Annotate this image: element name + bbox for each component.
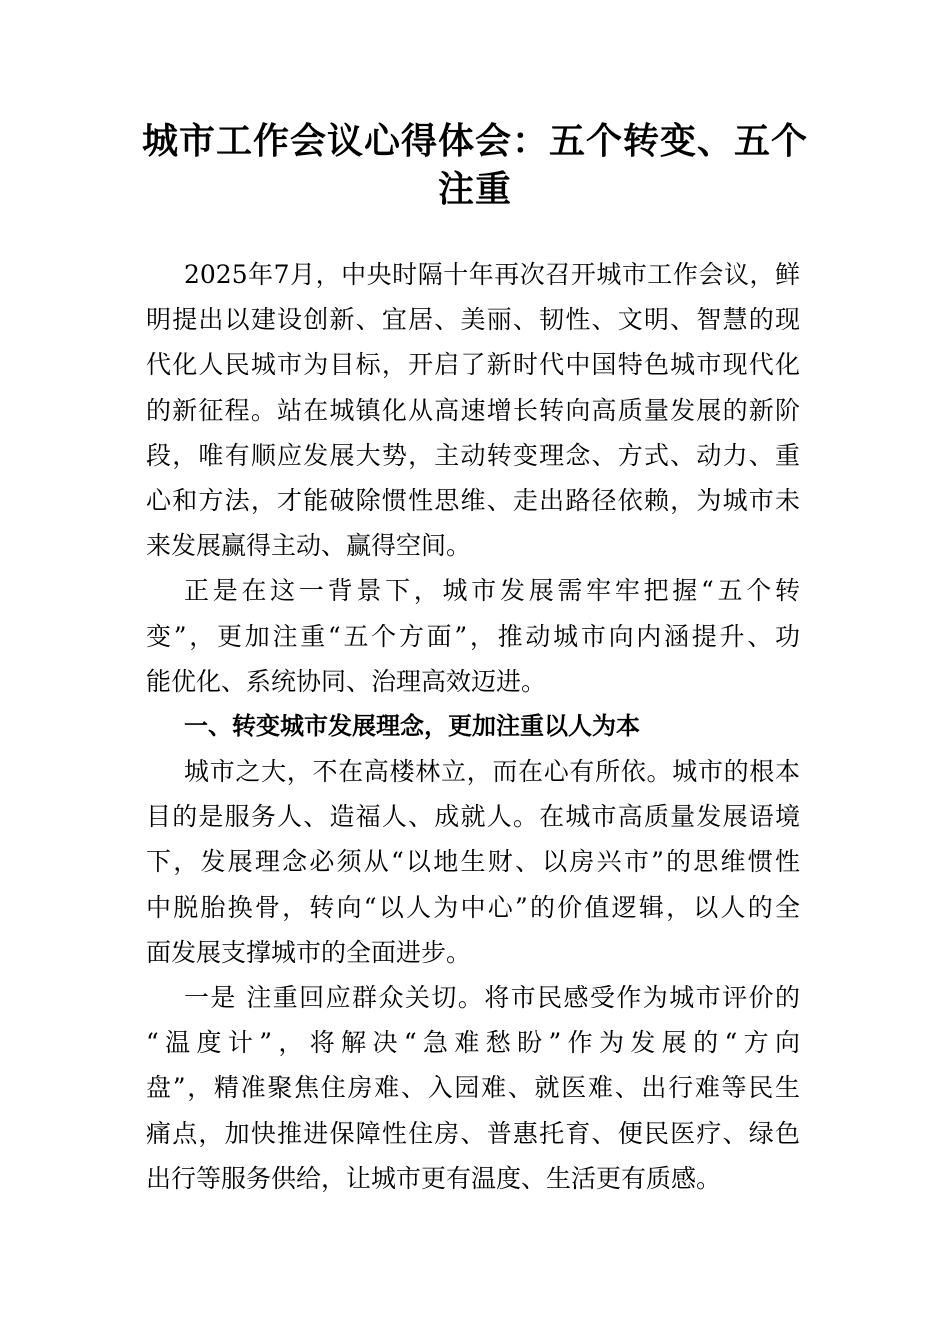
paragraph-line: 的新征程。站在城镇化从高速增长转向高质量发展的新阶	[146, 395, 800, 425]
paragraph-line: 心和方法，才能破除惯性思维、走出路径依赖，为城市未	[146, 485, 800, 515]
title-line: 城市工作会议心得体会：五个转变、五个	[141, 121, 808, 162]
paragraph-line: 正是在这一背景下，城市发展需牢牢把握“五个转	[184, 576, 800, 606]
paragraph-line: 代化人民城市为目标，开启了新时代中国特色城市现代化	[146, 350, 800, 380]
paragraph-line: 中脱胎换骨，转向“以人为中心”的价值逻辑，以人的全	[146, 892, 800, 922]
paragraph-line: 痛点，加快推进保障性住房、普惠托育、便民医疗、绿色	[146, 1118, 800, 1148]
section-heading	[146, 704, 800, 749]
paragraph	[146, 568, 800, 704]
paragraph-line: 城市之大，不在高楼林立，而在心有所依。城市的根本	[184, 757, 800, 787]
heading-text: 一、转变城市发展理念，更加注重以人为本	[184, 711, 640, 740]
paragraph-line: 明提出以建设创新、宜居、美丽、韧性、文明、智慧的现	[146, 305, 800, 335]
document-title	[130, 118, 820, 214]
paragraph	[146, 749, 800, 975]
paragraph-line: “温度计”，将解决“急难愁盼”作为发展的“方向	[146, 1028, 800, 1058]
paragraph-line: 来发展赢得主动、赢得空间。	[146, 531, 472, 561]
paragraph-line: 2025年7月，中央时隔十年再次召开城市工作会议，鲜	[184, 260, 800, 289]
paragraph-line: 能优化、系统协同、治理高效迈进。	[146, 666, 547, 696]
document-body	[146, 252, 800, 1201]
paragraph-line: 盘”，精准聚焦住房难、入园难、就医难、出行难等民生	[146, 1073, 800, 1103]
paragraph-line: 一是 注重回应群众关切。将市民感受作为城市评价的	[184, 983, 800, 1012]
paragraph-line: 下，发展理念必须从“以地生财、以房兴市”的思维惯性	[146, 847, 800, 877]
paragraph	[146, 252, 800, 568]
paragraph-line: 面发展支撑城市的全面进步。	[146, 937, 472, 967]
paragraph-line: 变”，更加注重“五个方面”，推动城市向内涵提升、功	[146, 621, 800, 651]
title-line: 注重	[437, 169, 512, 210]
paragraph-line: 段，唯有顺应发展大势，主动转变理念、方式、动力、重	[146, 440, 800, 470]
paragraph-line: 出行等服务供给，让城市更有温度、生活更有质感。	[146, 1163, 722, 1193]
paragraph	[146, 975, 800, 1201]
paragraph-line: 目的是服务人、造福人、成就人。在城市高质量发展语境	[146, 802, 800, 832]
